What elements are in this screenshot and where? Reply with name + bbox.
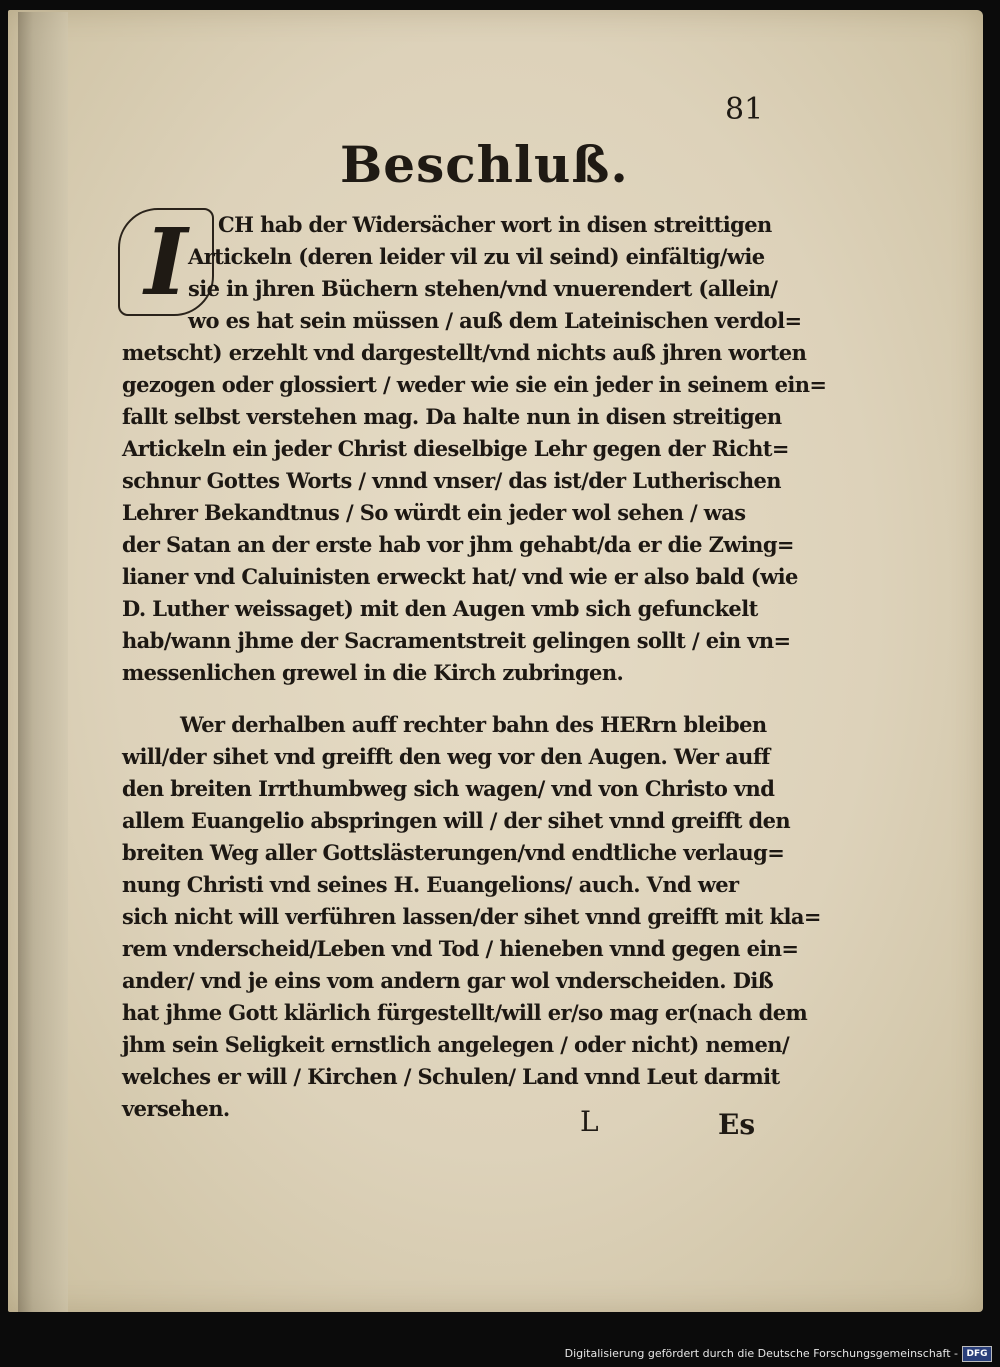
paragraph-2-line: welches er will / Kirchen / Schulen/ Land vnnd Leut darmit [122, 1064, 780, 1089]
paragraph-1-line: lianer vnd Caluinisten erweckt hat/ vnd wie er also bald (wie [122, 564, 798, 589]
paragraph-2-line: Wer derhalben auff rechter bahn des HERrn bleiben [180, 712, 767, 737]
paragraph-2-line: versehen. [122, 1096, 230, 1121]
paragraph-1-line: hab/wann jhme der Sacramentstreit gelingen sollt / ein vn= [122, 628, 791, 653]
paragraph-2-line: allem Euangelio abspringen will / der sihet vnnd greifft den [122, 808, 791, 833]
paragraph-2-line: jhm sein Seligkeit ernstlich angelegen / oder nicht) nemen/ [122, 1032, 790, 1057]
paragraph-2-line: nung Christi vnd seines H. Euangelions/ auch. Vnd wer [122, 872, 739, 897]
paragraph-2-line: rem vnderscheid/Leben vnd Tod / hieneben vnnd gegen ein= [122, 936, 799, 961]
paragraph-1-line: Lehrer Bekandtnus / So würdt ein jeder wol sehen / was [122, 500, 746, 525]
paragraph-2-line: ander/ vnd je eins vom andern gar wol vnderscheiden. Diß [122, 968, 774, 993]
decorated-initial: I [118, 208, 214, 316]
dfg-logo: DFG [962, 1346, 992, 1362]
page-number: 81 [725, 92, 764, 127]
paragraph-1-line: CH hab der Widersächer wort in disen streittigen [218, 212, 772, 237]
paragraph-2-line: hat jhme Gott klärlich fürgestellt/will er/so mag er(nach dem [122, 1000, 808, 1025]
paragraph-1-line: Artickeln (deren leider vil zu vil seind) einfältig/wie [188, 244, 765, 269]
catchword: Es [718, 1108, 756, 1141]
paragraph-1-line: der Satan an der erste hab vor jhm gehabt/da er die Zwing= [122, 532, 794, 557]
paragraph-1-line: metscht) erzehlt vnd dargestellt/vnd nichts auß jhren worten [122, 340, 807, 365]
paragraph-1-line: gezogen oder glossiert / weder wie sie ein jeder in seinem ein= [122, 372, 827, 397]
section-heading: Beschluß. [340, 135, 629, 194]
paragraph-1-line: wo es hat sein müssen / auß dem Lateinischen verdol= [188, 308, 802, 333]
paragraph-2-line: will/der sihet vnd greifft den weg vor den Augen. Wer auff [122, 744, 770, 769]
paragraph-2-line: den breiten Irrthumbweg sich wagen/ vnd von Christo vnd [122, 776, 775, 801]
signature-mark: L [580, 1105, 599, 1138]
paragraph-1-line: messenlichen grewel in die Kirch zubringen. [122, 660, 624, 685]
paragraph-2-line: breiten Weg aller Gottslästerungen/vnd endtliche verlaug= [122, 840, 785, 865]
paragraph-1-line: schnur Gottes Worts / vnnd vnser/ das ist/der Lutherischen [122, 468, 781, 493]
paragraph-1-line: Artickeln ein jeder Christ dieselbige Lehr gegen der Richt= [122, 436, 789, 461]
paragraph-1-line: D. Luther weissaget) mit den Augen vmb sich gefunckelt [122, 596, 758, 621]
digitization-credit: Digitalisierung gefördert durch die Deutsche Forschungsgemeinschaft - [564, 1347, 958, 1360]
paragraph-1-line: sie in jhren Büchern stehen/vnd vnuerendert (allein/ [188, 276, 778, 301]
paragraph-1-line: fallt selbst verstehen mag. Da halte nun in disen streitigen [122, 404, 782, 429]
paragraph-2-line: sich nicht will verführen lassen/der sihet vnnd greifft mit kla= [122, 904, 821, 929]
page-binding-shadow [18, 12, 68, 1312]
